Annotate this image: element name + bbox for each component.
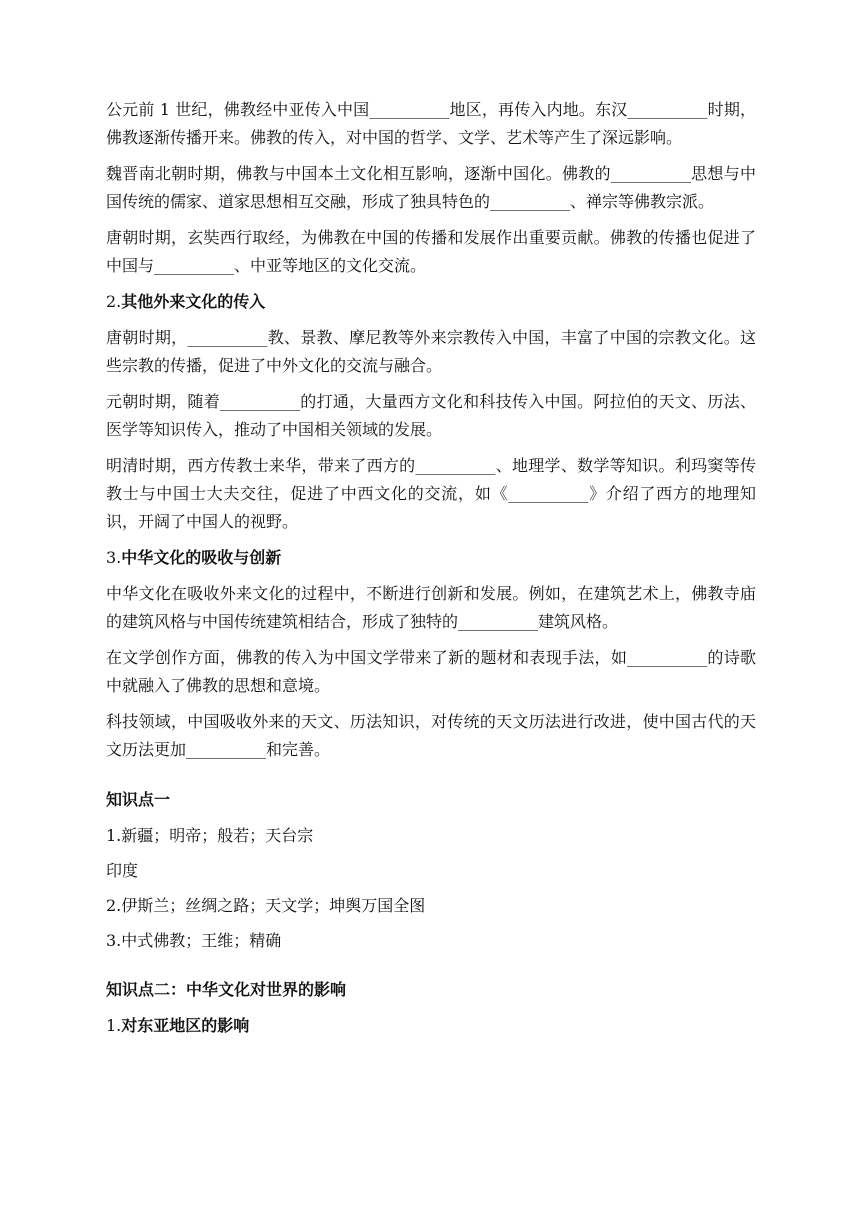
section-title: 中华文化的吸收与创新: [121, 548, 282, 567]
section-heading-absorption: [106, 544, 756, 572]
section-title: 其他外来文化的传入: [121, 292, 266, 311]
section-number: 2.: [106, 292, 122, 311]
paragraph-architecture: 中华文化在吸收外来文化的过程中，不断进行创新和发展。例如，在建筑艺术上，佛教寺庙的建筑风格与中国传统建筑相结合，形成了独特的__________建筑风格。: [106, 584, 756, 631]
section-heading-other-cultures: [106, 288, 756, 316]
answer-line: 3.中式佛教；王维；精确: [106, 931, 282, 950]
paragraph-buddhism-intro: 公元前 1 世纪，佛教经中亚传入中国__________地区，再传入内地。东汉__________时期，佛教逐渐传播开来。佛教的传入，对中国的哲学、文学、艺术等产生了深远影响。: [106, 100, 756, 147]
section-number: 3.: [106, 548, 122, 567]
answer-line: 1.新疆；明帝；般若；天台宗: [106, 826, 314, 845]
paragraph-literature: 在文学创作方面，佛教的传入为中国文学带来了新的题材和表现手法，如__________的诗歌中就融入了佛教的思想和意境。: [106, 648, 756, 695]
answers-heading: 知识点一: [106, 790, 171, 809]
paragraph-science: 科技领域，中国吸收外来的天文、历法知识，对传统的天文历法进行改进，使中国古代的天文历法更加__________和完善。: [106, 712, 756, 759]
document-page: [106, 96, 756, 1048]
answer-line: 印度: [106, 861, 139, 880]
knowledge-point-two-heading: 知识点二：中华文化对世界的影响: [106, 980, 347, 999]
paragraph-buddhism-sinicization: 魏晋南北朝时期，佛教与中国本土文化相互影响，逐渐中国化。佛教的__________思想与中国传统的儒家、道家思想相互交融，形成了独具特色的__________、禅宗等佛教宗派。: [106, 164, 756, 211]
paragraph-tang-religions: 唐朝时期，__________教、景教、摩尼教等外来宗教传入中国，丰富了中国的宗教文化。这些宗教的传播，促进了中外文化的交流与融合。: [106, 328, 756, 375]
paragraph-ming-qing-missionaries: 明清时期，西方传教士来华，带来了西方的__________、地理学、数学等知识。利玛窦等传教士与中国士大夫交往，促进了中西文化的交流，如《__________》介绍了西方的地理知识，开阔了中国人的视野。: [106, 456, 756, 531]
sub-heading-east-asia: [106, 1012, 756, 1040]
paragraph-yuan-exchange: 元朝时期，随着__________的打通，大量西方文化和科技传入中国。阿拉伯的天文、历法、医学等知识传入，推动了中国相关领域的发展。: [106, 392, 756, 439]
section-title: 对东亚地区的影响: [121, 1016, 250, 1035]
section-number: 1.: [106, 1016, 122, 1035]
answer-line: 2.伊斯兰；丝绸之路；天文学；坤舆万国全图: [106, 896, 426, 915]
paragraph-xuanzang: 唐朝时期，玄奘西行取经，为佛教在中国的传播和发展作出重要贡献。佛教的传播也促进了中国与__________、中亚等地区的文化交流。: [106, 228, 756, 275]
